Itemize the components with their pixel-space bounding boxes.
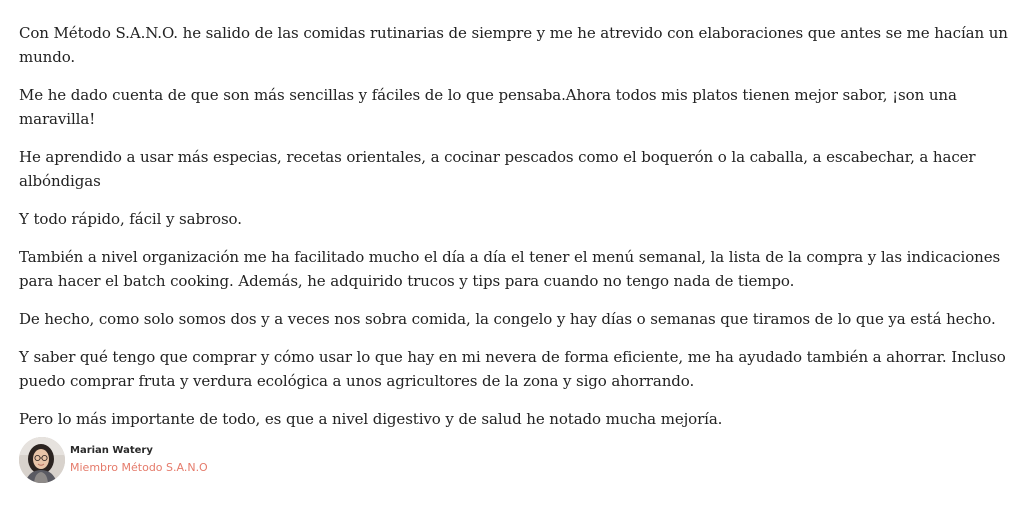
avatar (19, 437, 65, 483)
testimonial-paragraph: De hecho, como solo somos dos y a veces nos sobra comida, la congelo y hay días o semanas que tiramos de lo que ya está hecho. (19, 310, 996, 328)
testimonial-body (19, 21, 1009, 445)
author-role: Miembro Método S.A.N.O (70, 461, 208, 474)
testimonial-paragraph: He aprendido a usar más especias, recetas orientales, a cocinar pescados como el boquerón o la caballa, a escabechar, a hacer albóndigas (19, 148, 976, 190)
author-name: Marian Watery (70, 445, 153, 456)
author-info (70, 443, 208, 477)
testimonial-paragraph: También a nivel organización me ha facilitado mucho el día a día el tener el menú semanal, la lista de la compra y las indicaciones para hacer el batch cooking. Además, he adquirido trucos y tips para cuando no tengo nada de tiempo. (19, 248, 1001, 290)
testimonial-paragraph: Y todo rápido, fácil y sabroso. (19, 210, 242, 228)
testimonial-paragraph: Y saber qué tengo que comprar y cómo usar lo que hay en mi nevera de forma eficiente, me ha ayudado también a ahorrar. Incluso puedo comprar fruta y verdura ecológica a unos agricultores de la zona y sigo ahorrando. (19, 348, 1006, 390)
author-card (19, 437, 208, 483)
person-photo-icon (19, 437, 65, 483)
testimonial-paragraph: Me he dado cuenta de que son más sencillas y fáciles de lo que pensaba.Ahora todos mis platos tienen mejor sabor, ¡son una maravilla! (19, 86, 957, 128)
testimonial-paragraph: Con Método S.A.N.O. he salido de las comidas rutinarias de siempre y me he atrevido con elaboraciones que antes se me hacían un mundo. (19, 24, 1008, 66)
testimonial-paragraph: Pero lo más importante de todo, es que a nivel digestivo y de salud he notado mucha mejoría. (19, 410, 723, 428)
